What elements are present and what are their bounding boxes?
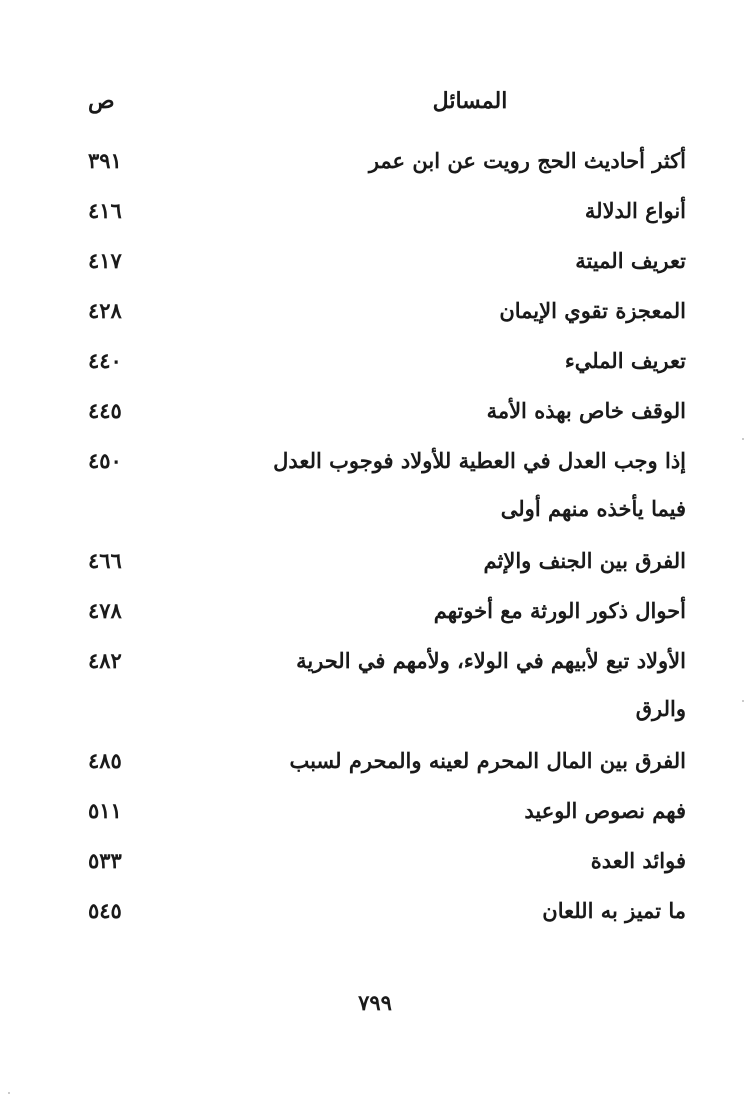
toc-entry [80, 390, 686, 440]
page-number: ٧٩٩ [358, 990, 392, 1015]
toc-entry-page: ٤٨٢ [88, 648, 122, 673]
toc-entry-page: ٥١١ [88, 798, 122, 823]
scan-speck [742, 700, 744, 702]
toc-entry-page: ٤١٧ [88, 248, 122, 273]
toc-entry-page: ٣٩١ [88, 148, 122, 173]
toc-entry [80, 590, 686, 640]
toc-entry [80, 540, 686, 590]
toc-entry [80, 440, 686, 490]
toc-entry-title: فيما يأخذه منهم أولى [500, 496, 686, 521]
toc-entry-title: أكثر أحاديث الحج رويت عن ابن عمر [368, 148, 686, 173]
toc-entry [80, 190, 686, 240]
scan-speck [742, 438, 744, 440]
table-of-contents [80, 140, 686, 940]
toc-entry-page: ٤٨٥ [88, 748, 122, 773]
toc-entry-title: أنواع الدلالة [584, 198, 686, 223]
toc-entry-page: ٤٤٠ [88, 348, 122, 373]
scan-speck [8, 1092, 10, 1094]
toc-entry-continuation [80, 690, 686, 740]
toc-entry [80, 640, 686, 690]
toc-entry-page: ٤١٦ [88, 198, 122, 223]
toc-entry-title: أحوال ذكور الورثة مع أخوتهم [433, 598, 686, 623]
column-header-topics: المسائل [432, 88, 508, 114]
toc-entry [80, 240, 686, 290]
toc-entry [80, 890, 686, 940]
toc-entry-title: فوائد العدة [590, 848, 686, 873]
toc-entry-title: والرق [635, 696, 686, 721]
table-of-contents-header [0, 88, 750, 128]
toc-entry-title: الفرق بين المال المحرم لعينه والمحرم لسبب [289, 748, 686, 773]
toc-entry [80, 340, 686, 390]
column-header-page: ص [88, 88, 115, 114]
toc-entry-title: تعريف الميتة [575, 248, 686, 273]
toc-entry-title: تعريف المليء [564, 348, 686, 373]
toc-entry [80, 840, 686, 890]
toc-entry-page: ٥٣٣ [88, 848, 122, 873]
toc-entry-title: ما تميز به اللعان [542, 898, 686, 923]
toc-entry-title: المعجزة تقوي الإيمان [499, 298, 686, 323]
toc-entry-continuation [80, 490, 686, 540]
toc-entry-title: الوقف خاص بهذه الأمة [486, 398, 686, 423]
toc-entry [80, 790, 686, 840]
toc-entry [80, 290, 686, 340]
toc-entry-page: ٤٢٨ [88, 298, 122, 323]
toc-entry-title: فهم نصوص الوعيد [524, 798, 686, 823]
toc-entry [80, 140, 686, 190]
toc-entry-title: إذا وجب العدل في العطية للأولاد فوجوب العدل [273, 448, 686, 473]
toc-entry-page: ٤٤٥ [88, 398, 122, 423]
toc-entry-page: ٤٦٦ [88, 548, 122, 573]
toc-entry-page: ٤٥٠ [88, 448, 122, 473]
toc-entry-page: ٥٤٥ [88, 898, 122, 923]
toc-entry-title: الفرق بين الجنف والإثم [483, 548, 686, 573]
toc-entry-page: ٤٧٨ [88, 598, 122, 623]
toc-entry-title: الأولاد تبع لأبيهم في الولاء، ولأمهم في الحرية [296, 648, 686, 673]
toc-entry [80, 740, 686, 790]
